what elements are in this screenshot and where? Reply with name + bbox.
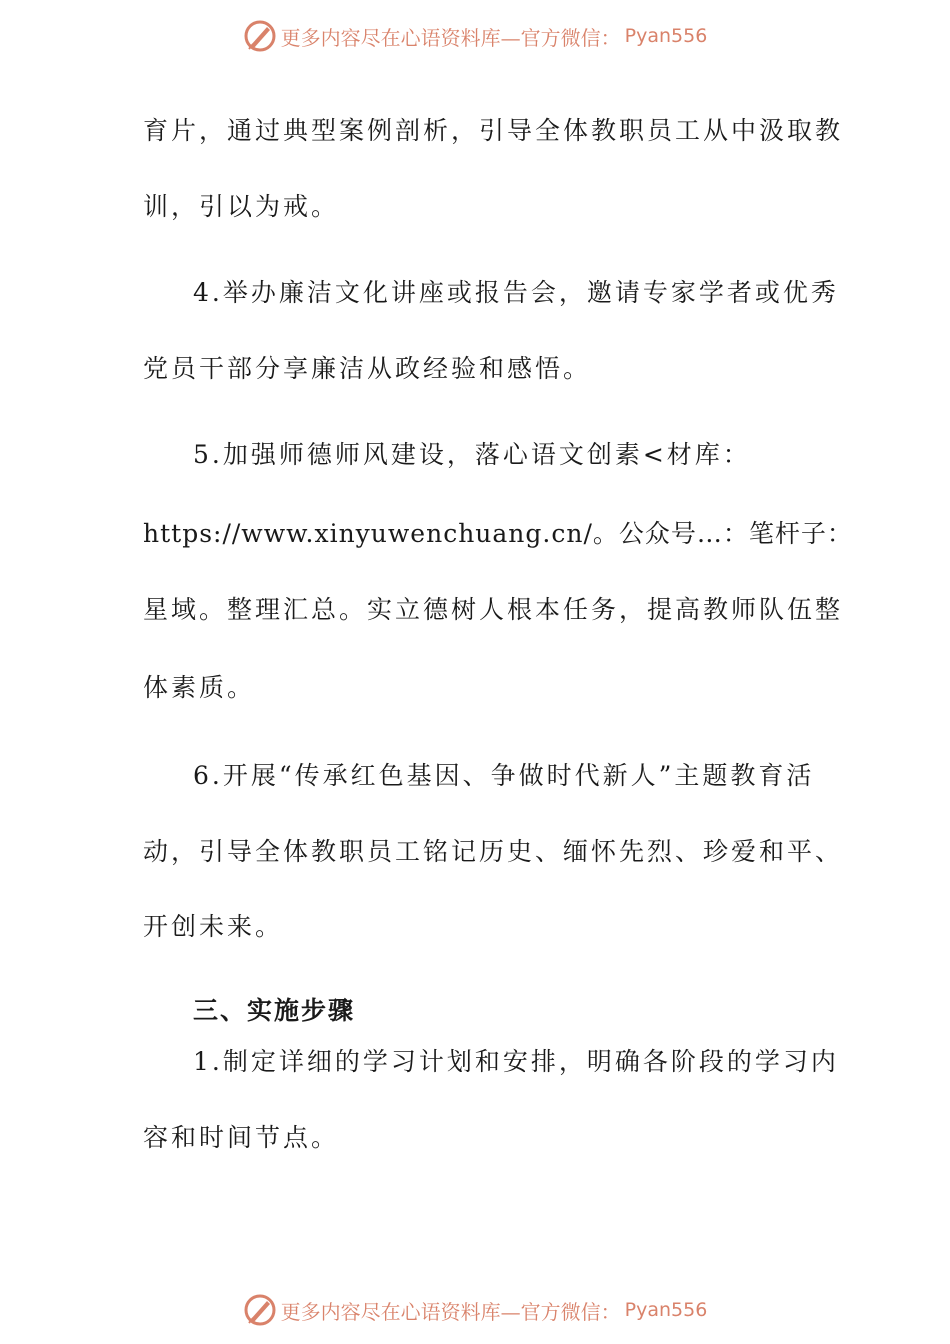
paragraph-line: 6.开展“传承红色基因、争做时代新人”主题教育活 <box>193 761 815 790</box>
pen-logo-icon <box>243 1293 277 1327</box>
paragraph-line: 1.制定详细的学习计划和安排，明确各阶段的学习内 <box>193 1047 839 1076</box>
paragraph-line: 容和时间节点。 <box>143 1123 340 1152</box>
paragraph-line: 训，引以为戒。 <box>143 192 340 221</box>
paragraph-line: 开创未来。 <box>143 912 284 941</box>
footer-watermark-banner <box>0 1288 950 1332</box>
paragraph-line: 体素质。 <box>143 673 256 702</box>
pen-logo-icon <box>243 19 277 53</box>
paragraph-line: 动，引导全体教职员工铭记历史、缅怀先烈、珍爱和平、 <box>143 837 844 866</box>
paragraph-line: 星域。整理汇总。实立德树人根本任务，提高教师队伍整 <box>143 595 844 624</box>
header-watermark-banner <box>0 14 950 58</box>
section-heading: 三、实施步骤 <box>193 996 356 1025</box>
banner-text: 更多内容尽在心语资料库—官方微信： <box>280 25 621 50</box>
paragraph-line: 4.举办廉洁文化讲座或报告会，邀请专家学者或优秀 <box>193 278 839 307</box>
paragraph-line: https://www.xinyuwenchuang.cn/。公众号…：笔杆子： <box>143 519 853 548</box>
banner-wechat-id: Pyan556 <box>624 1299 708 1321</box>
paragraph-line: 5.加强师德师风建设，落心语文创素<材库： <box>193 440 751 469</box>
banner-text: 更多内容尽在心语资料库—官方微信： <box>280 1299 621 1324</box>
banner-wechat-id: Pyan556 <box>624 25 708 47</box>
paragraph-line: 党员干部分享廉洁从政经验和感悟。 <box>143 354 592 383</box>
paragraph-line: 育片，通过典型案例剖析，引导全体教职员工从中汲取教 <box>143 116 844 145</box>
